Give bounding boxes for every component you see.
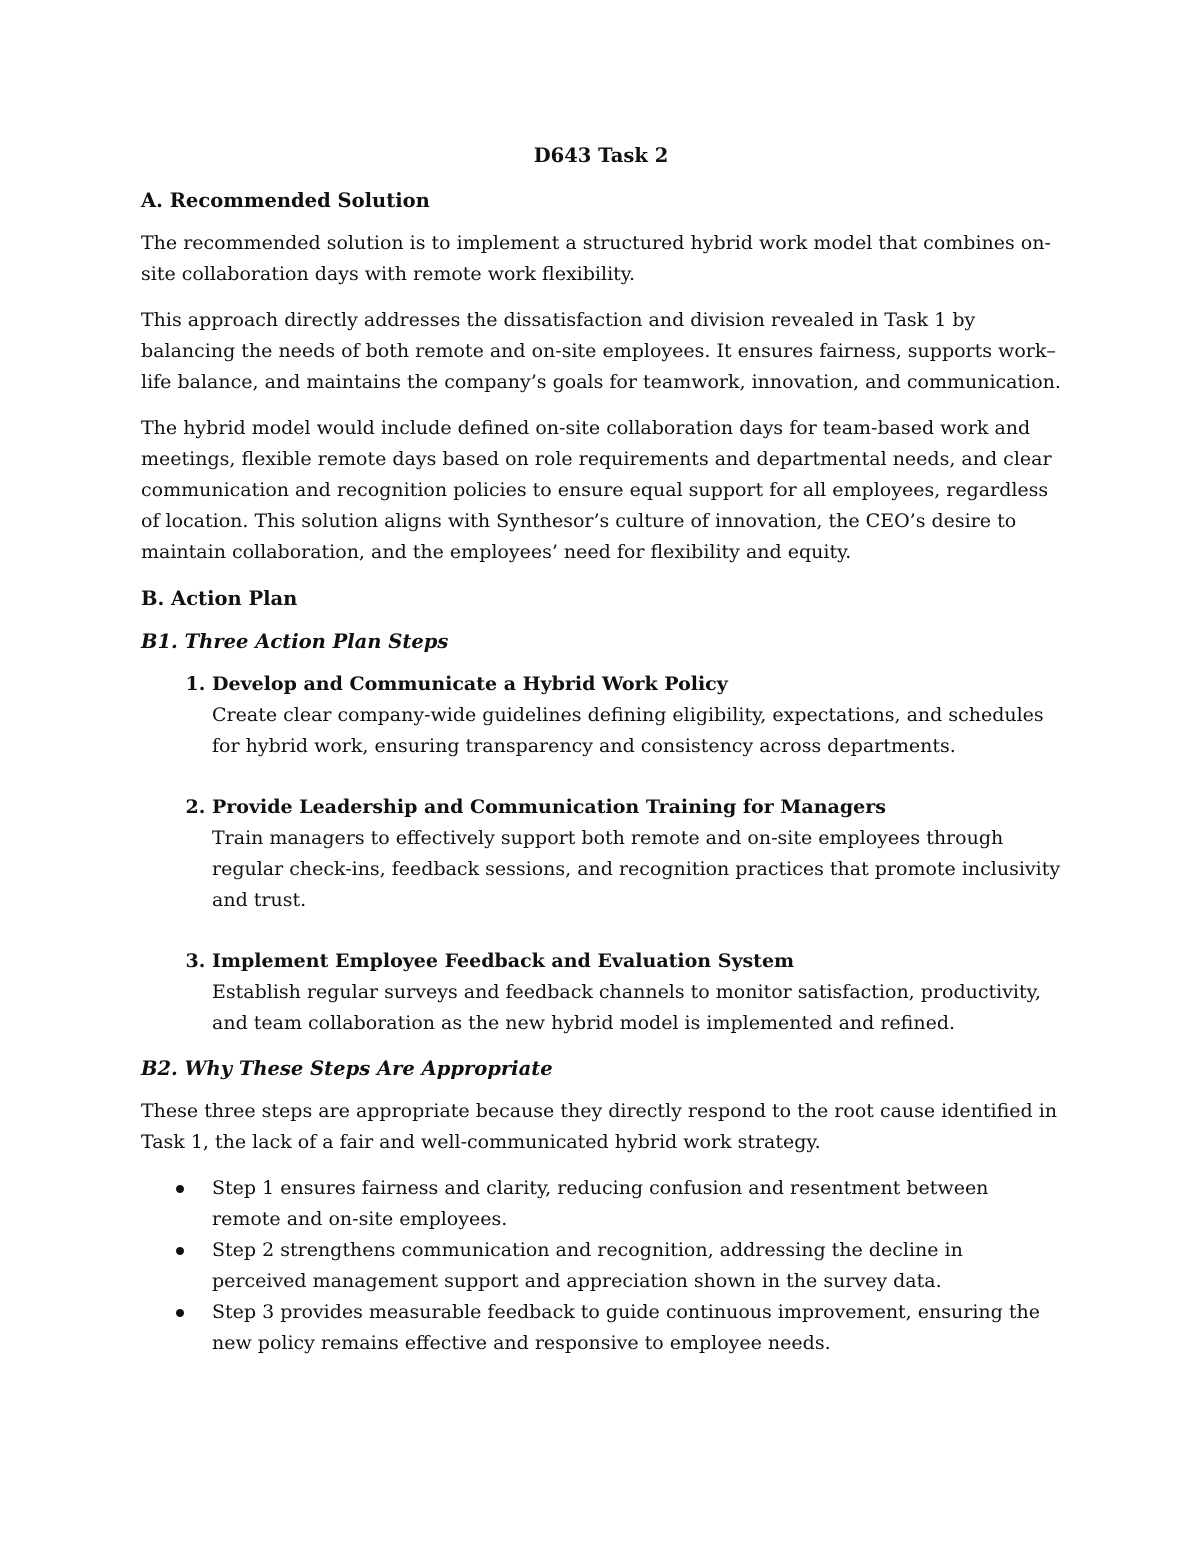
action-step-title: 1. Develop and Communicate a Hybrid Work Policy (212, 673, 728, 695)
action-step-title: 2. Provide Leadership and Communication Training for Managers (212, 796, 886, 818)
justification-text: Step 3 provides measurable feedback to guide continuous improvement, ensuring the new policy remains effective and responsive to employee needs. (212, 1301, 1040, 1354)
bullet-icon (176, 1185, 184, 1193)
action-steps-list (141, 669, 1061, 1039)
action-step-title: 3. Implement Employee Feedback and Evaluation System (212, 950, 795, 972)
section-b2-intro: These three steps are appropriate because they directly respond to the root cause identified in Task 1, the lack of a fair and well-communicated hybrid work strategy. (141, 1100, 1058, 1153)
bullet-icon (176, 1247, 184, 1255)
section-b2-heading: B2. Why These Steps Are Appropriate (141, 1057, 553, 1080)
section-a-heading: A. Recommended Solution (141, 189, 430, 212)
section-a-paragraph: The recommended solution is to implement a structured hybrid work model that combines on-site collaboration days with remote work flexibility. (141, 232, 1051, 285)
justification-item (212, 1297, 1061, 1359)
section-a-paragraph: This approach directly addresses the dissatisfaction and division revealed in Task 1 by balancing the needs of both remote and on-site employees. It ensures fairness, supports work–life balance, and maintains the company’s goals for teamwork, innovation, and communication. (141, 309, 1061, 393)
section-b1-heading: B1. Three Action Plan Steps (141, 630, 449, 653)
justification-text: Step 1 ensures fairness and clarity, reducing confusion and resentment between remote and on-site employees. (212, 1177, 989, 1230)
bullet-icon (176, 1309, 184, 1317)
justification-item (212, 1173, 1061, 1235)
document-body (141, 140, 1061, 1359)
action-step (212, 669, 1061, 762)
justification-text: Step 2 strengthens communication and recognition, addressing the decline in perceived management support and appreciation shown in the survey data. (212, 1239, 963, 1292)
action-step-description: Create clear company-wide guidelines defining eligibility, expectations, and schedules for hybrid work, ensuring transparency and consistency across departments. (212, 704, 1044, 757)
section-b-heading: B. Action Plan (141, 587, 298, 610)
action-step (212, 792, 1061, 916)
justification-list (141, 1173, 1061, 1359)
section-a-paragraph: The hybrid model would include defined on-site collaboration days for team-based work and meetings, flexible remote days based on role requirements and departmental needs, and clear communication and recognition policies to ensure equal support for all employees, regardless of location. This solution aligns with Synthesor’s culture of innovation, the CEO’s desire to maintain collaboration, and the employees’ need for flexibility and equity. (141, 417, 1052, 563)
action-step (212, 946, 1061, 1039)
action-step-description: Train managers to effectively support both remote and on-site employees through regular check-ins, feedback sessions, and recognition practices that promote inclusivity and trust. (212, 827, 1061, 911)
action-step-description: Establish regular surveys and feedback channels to monitor satisfaction, productivity, and team collaboration as the new hybrid model is implemented and refined. (212, 981, 1041, 1034)
justification-item (212, 1235, 1061, 1297)
document-title: D643 Task 2 (533, 144, 669, 167)
